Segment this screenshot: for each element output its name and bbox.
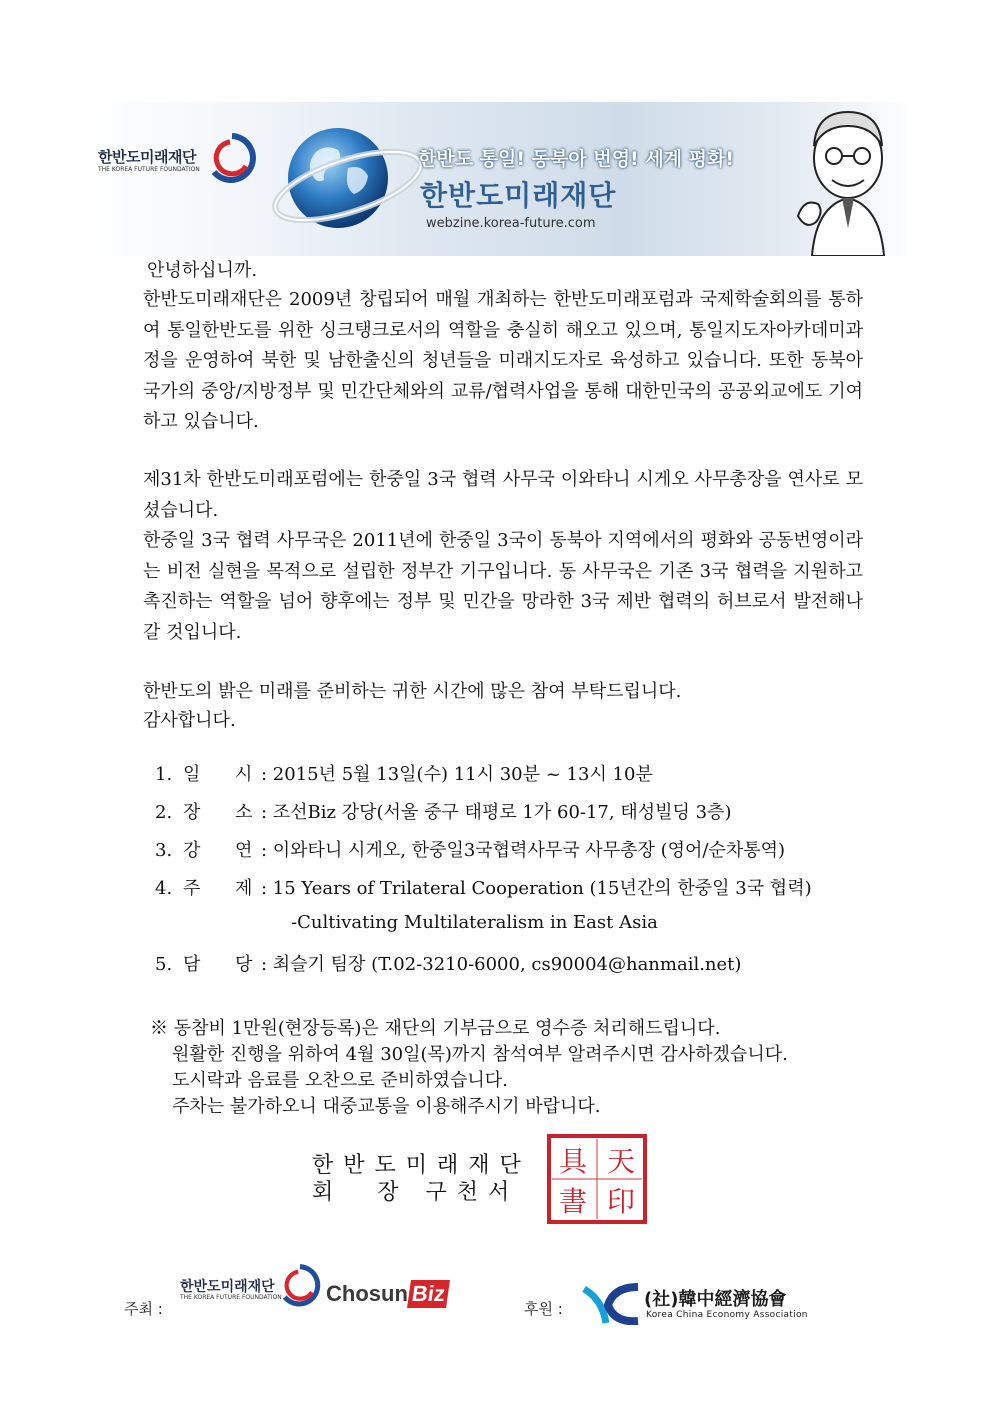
kcea-logo <box>582 1283 808 1329</box>
detail-value: : 15 Years of Trilateral Cooperation (15년간의 한중일 3국 협력) <box>261 878 812 899</box>
header-banner <box>80 102 916 256</box>
svg-text:天: 天 <box>606 1145 636 1178</box>
detail-datetime <box>155 760 653 786</box>
signature-organization: 한반도미래재단 <box>312 1153 531 1178</box>
kcea-name-hanja: (社)韓中經濟協會 <box>644 1289 787 1310</box>
foundation-logo <box>98 132 258 192</box>
official-seal-icon <box>546 1133 648 1225</box>
closing-request: 한반도의 밝은 미래를 준비하는 귀한 시간에 많은 참여 부탁드립니다. <box>143 681 682 702</box>
chosunbiz-logo <box>326 1280 448 1308</box>
detail-label: 일 시 <box>183 764 253 785</box>
banner-slogan: 한반도 통일! 동북아 번영! 세계 평화! <box>418 148 735 170</box>
detail-value: : 최슬기 팀장 (T.02-3210-6000, cs90004@hanmail.net) <box>261 954 742 975</box>
detail-label: 담 당 <box>183 954 253 975</box>
svg-text:印: 印 <box>606 1185 636 1218</box>
logo-english-name: THE KOREA FUTURE FOUNDATION <box>98 166 200 173</box>
signature-chairman: 회 장 구천서 <box>312 1180 520 1205</box>
host-foundation-logo <box>180 1262 320 1322</box>
detail-topic-subtitle: -Cultivating Multilateralism in East Asia <box>291 912 658 933</box>
foundation-emblem-icon <box>206 132 258 188</box>
foundation-emblem-icon <box>278 1262 322 1312</box>
intro-paragraph: 한반도미래재단은 2009년 창립되어 매월 개최하는 한반도미래포럼과 국제학술회의를 통하여 통일한반도를 위한 싱크탱크로서의 역할을 충실히 해오고 있으며, 통일지도자아카데미과정을 운영하여 북한 및 남한출신의 청년들을 미래지도자로 육성하고 있습니다. 또한 동북아 국가의 중앙/지방정부 및 민간단체와의 교류/협력사업을 통해 대한민국의 공공외교에도 기여하고 있습니다. <box>143 289 863 432</box>
detail-number: 3. <box>155 840 173 861</box>
note-lunch: 도시락과 음료를 오찬으로 준비하였습니다. <box>172 1070 508 1091</box>
detail-value: : 이와타니 시게오, 한중일3국협력사무국 사무총장 (영어/순차통역) <box>261 840 786 861</box>
host-logo-english: THE KOREA FUTURE FOUNDATION <box>180 1294 282 1301</box>
kcea-emblem-icon <box>582 1283 640 1325</box>
detail-number: 2. <box>155 802 173 823</box>
detail-number: 5. <box>155 954 173 975</box>
detail-topic <box>155 874 812 900</box>
note-parking: 주차는 불가하오니 대중교통을 이용해주시기 바랍니다. <box>172 1096 601 1117</box>
detail-label: 강 연 <box>183 840 253 861</box>
chosunbiz-biz-badge: Biz <box>407 1280 450 1308</box>
note-fee: ※ 동참비 1만원(현장등록)은 재단의 기부금으로 영수증 처리해드립니다. <box>150 1018 721 1039</box>
globe-icon <box>268 108 428 256</box>
detail-number: 4. <box>155 878 173 899</box>
detail-contact <box>155 950 741 976</box>
kcea-name-english: Korea China Economy Association <box>646 1310 808 1320</box>
secretariat-paragraph: 한중일 3국 협력 사무국은 2011년에 한중일 3국이 동북아 지역에서의 평화와 공동번영이라는 비전 실현을 목적으로 설립한 정부간 기구입니다. 동 사무국은 기존 3국 협력을 지원하고 촉진하는 역할을 넘어 향후에는 정부 및 민간을 망라한 3국 제반 협력의 허브로서 발전해나갈 것입니다. <box>143 530 863 643</box>
sponsor-label: 후원 : <box>524 1300 563 1318</box>
detail-venue <box>155 798 731 824</box>
speaker-paragraph: 제31차 한반도미래포럼에는 한중일 3국 협력 사무국 이와타니 시게오 사무총장을 연사로 모셨습니다. <box>143 469 863 521</box>
svg-text:書: 書 <box>558 1185 588 1218</box>
host-label: 주최 : <box>124 1300 163 1318</box>
svg-text:具: 具 <box>558 1145 588 1178</box>
banner-foundation-name: 한반도미래재단 <box>420 179 617 212</box>
detail-label: 장 소 <box>183 802 253 823</box>
chosunbiz-wordmark: Chosun <box>326 1281 408 1306</box>
logo-korean-name: 한반도미래재단 <box>98 148 196 166</box>
detail-number: 1. <box>155 764 173 785</box>
detail-speaker <box>155 836 785 862</box>
closing-thanks: 감사합니다. <box>143 710 236 731</box>
note-rsvp: 원활한 진행을 위하여 4월 30일(목)까지 참석여부 알려주시면 감사하겠습니다. <box>172 1044 788 1065</box>
greeting: 안녕하십니까. <box>147 260 258 281</box>
detail-value: : 조선Biz 강당(서울 중구 태평로 1가 60-17, 태성빌딩 3층) <box>261 802 732 823</box>
detail-label: 주 제 <box>183 878 253 899</box>
chairman-caricature-icon <box>792 106 904 256</box>
host-logo-korean: 한반도미래재단 <box>180 1279 275 1295</box>
banner-webzine-url: webzine.korea-future.com <box>426 216 596 231</box>
detail-value: : 2015년 5월 13일(수) 11시 30분 ~ 13시 10분 <box>261 764 653 785</box>
